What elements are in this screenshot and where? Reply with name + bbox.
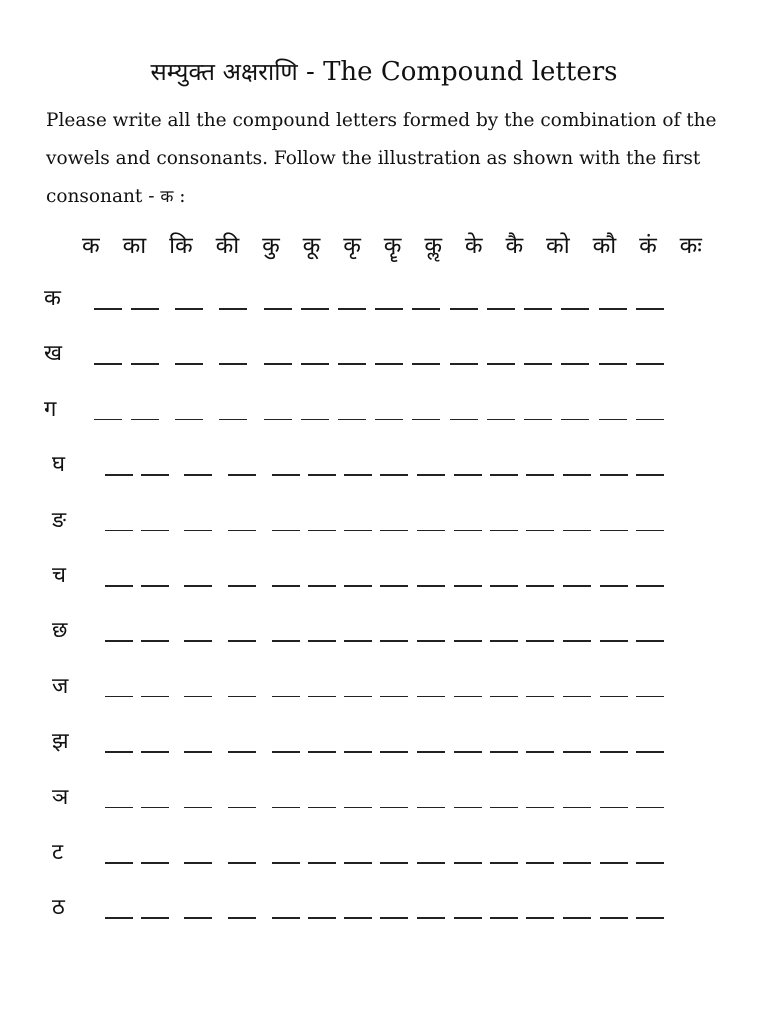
blank-line[interactable]: [490, 917, 518, 919]
blank-line[interactable]: [490, 640, 518, 642]
blank-line[interactable]: [454, 474, 482, 476]
blank-line[interactable]: [636, 363, 664, 365]
blank-line[interactable]: [600, 585, 628, 587]
blank-line[interactable]: [380, 530, 408, 532]
blank-line[interactable]: [375, 363, 403, 365]
blank-line[interactable]: [228, 807, 256, 809]
blank-line[interactable]: [344, 530, 372, 532]
blank-line[interactable]: [636, 474, 664, 476]
blank-line[interactable]: [490, 530, 518, 532]
blank-line[interactable]: [344, 696, 372, 698]
blank-line[interactable]: [272, 585, 300, 587]
example-letter: कं: [639, 233, 657, 259]
blank-line[interactable]: [524, 363, 552, 365]
blank-line[interactable]: [184, 530, 212, 532]
blank-line[interactable]: [636, 419, 664, 421]
blank-line[interactable]: [563, 917, 591, 919]
blank-line[interactable]: [175, 419, 203, 421]
blank-line[interactable]: [526, 640, 554, 642]
blank-line[interactable]: [264, 308, 292, 310]
example-letter: कि: [169, 233, 193, 259]
blank-line[interactable]: [412, 308, 440, 310]
blank-line[interactable]: [636, 807, 664, 809]
blank-line[interactable]: [417, 474, 445, 476]
blank-line[interactable]: [301, 363, 329, 365]
blank-line-group: [105, 807, 675, 809]
blank-line[interactable]: [380, 696, 408, 698]
blank-line[interactable]: [308, 530, 336, 532]
blank-line[interactable]: [636, 696, 664, 698]
blank-line[interactable]: [636, 640, 664, 642]
blank-line[interactable]: [526, 862, 554, 864]
blank-line[interactable]: [380, 585, 408, 587]
blank-line[interactable]: [105, 640, 133, 642]
blank-line[interactable]: [228, 585, 256, 587]
blank-line[interactable]: [308, 751, 336, 753]
blank-line[interactable]: [131, 363, 159, 365]
practice-row: [0, 446, 768, 486]
blank-line[interactable]: [141, 862, 169, 864]
blank-line[interactable]: [454, 862, 482, 864]
blank-line[interactable]: [219, 363, 247, 365]
practice-row: [0, 335, 768, 375]
blank-line[interactable]: [184, 807, 212, 809]
blank-line[interactable]: [380, 751, 408, 753]
example-letter: क: [82, 233, 100, 259]
blank-line[interactable]: [94, 363, 122, 365]
practice-row: [0, 612, 768, 652]
blank-line[interactable]: [264, 419, 292, 421]
practice-row: [0, 391, 768, 431]
blank-line[interactable]: [308, 640, 336, 642]
blank-line[interactable]: [454, 807, 482, 809]
example-letter: कौ: [592, 233, 617, 259]
blank-line[interactable]: [228, 640, 256, 642]
blank-line[interactable]: [344, 751, 372, 753]
blank-line[interactable]: [490, 862, 518, 864]
blank-line[interactable]: [636, 530, 664, 532]
consonant-label: च: [52, 563, 66, 588]
blank-line[interactable]: [184, 640, 212, 642]
blank-line[interactable]: [561, 308, 589, 310]
blank-line[interactable]: [561, 419, 589, 421]
practice-row: [0, 502, 768, 542]
blank-line[interactable]: [105, 530, 133, 532]
blank-line[interactable]: [454, 640, 482, 642]
blank-line[interactable]: [524, 419, 552, 421]
blank-line[interactable]: [272, 917, 300, 919]
consonant-label: ज: [52, 673, 69, 699]
blank-line[interactable]: [526, 530, 554, 532]
practice-row: [0, 834, 768, 874]
blank-line[interactable]: [599, 419, 627, 421]
blank-line[interactable]: [301, 419, 329, 421]
consonant-label: ख: [44, 341, 62, 367]
example-letter: कॢ: [424, 233, 443, 259]
blank-line[interactable]: [600, 751, 628, 753]
blank-line[interactable]: [264, 363, 292, 365]
blank-line[interactable]: [417, 807, 445, 809]
blank-line[interactable]: [599, 308, 627, 310]
blank-line[interactable]: [417, 751, 445, 753]
practice-row: [0, 723, 768, 763]
blank-line[interactable]: [338, 308, 366, 310]
blank-line[interactable]: [344, 474, 372, 476]
blank-line[interactable]: [105, 862, 133, 864]
blank-line[interactable]: [526, 807, 554, 809]
blank-line[interactable]: [636, 585, 664, 587]
consonant-label: ट: [52, 840, 64, 865]
blank-line[interactable]: [272, 862, 300, 864]
blank-line[interactable]: [450, 363, 478, 365]
blank-line[interactable]: [141, 807, 169, 809]
blank-line[interactable]: [526, 917, 554, 919]
blank-line[interactable]: [141, 585, 169, 587]
example-letter: कै: [505, 233, 524, 259]
blank-line-group: [105, 530, 675, 532]
blank-line[interactable]: [490, 696, 518, 698]
blank-line[interactable]: [563, 640, 591, 642]
blank-line[interactable]: [344, 862, 372, 864]
blank-line-group: [105, 917, 675, 919]
blank-line-group: [94, 419, 664, 421]
blank-line[interactable]: [636, 917, 664, 919]
blank-line[interactable]: [380, 862, 408, 864]
blank-line[interactable]: [141, 696, 169, 698]
practice-row: [0, 779, 768, 819]
blank-line[interactable]: [344, 585, 372, 587]
blank-line[interactable]: [184, 751, 212, 753]
blank-line[interactable]: [105, 917, 133, 919]
blank-line[interactable]: [412, 363, 440, 365]
blank-line[interactable]: [375, 419, 403, 421]
blank-line[interactable]: [344, 917, 372, 919]
blank-line[interactable]: [417, 862, 445, 864]
blank-line[interactable]: [487, 363, 515, 365]
blank-line[interactable]: [308, 696, 336, 698]
blank-line[interactable]: [454, 696, 482, 698]
blank-line[interactable]: [600, 862, 628, 864]
blank-line-group: [105, 862, 675, 864]
blank-line[interactable]: [526, 751, 554, 753]
consonant-label: क: [44, 286, 61, 311]
blank-line[interactable]: [301, 308, 329, 310]
blank-line[interactable]: [105, 751, 133, 753]
blank-line[interactable]: [228, 862, 256, 864]
blank-line[interactable]: [526, 585, 554, 587]
blank-line-group: [105, 585, 675, 587]
blank-line[interactable]: [490, 474, 518, 476]
title-english: - The Compound letters: [297, 57, 618, 87]
blank-line[interactable]: [563, 696, 591, 698]
page-title: [0, 55, 768, 88]
blank-line[interactable]: [184, 862, 212, 864]
blank-line[interactable]: [308, 862, 336, 864]
blank-line[interactable]: [600, 530, 628, 532]
example-letter: कॄ: [383, 233, 402, 259]
blank-line[interactable]: [526, 474, 554, 476]
blank-line[interactable]: [308, 917, 336, 919]
blank-line[interactable]: [219, 308, 247, 310]
blank-line[interactable]: [141, 530, 169, 532]
consonant-label: झ: [52, 729, 69, 755]
practice-row: [0, 889, 768, 929]
example-letter: के: [464, 233, 483, 259]
blank-line[interactable]: [94, 308, 122, 310]
blank-line[interactable]: [228, 474, 256, 476]
blank-line[interactable]: [105, 807, 133, 809]
blank-line[interactable]: [308, 474, 336, 476]
consonant-label: ठ: [52, 895, 65, 921]
blank-line[interactable]: [344, 807, 372, 809]
blank-line[interactable]: [94, 419, 122, 421]
blank-line[interactable]: [412, 419, 440, 421]
blank-line[interactable]: [490, 585, 518, 587]
blank-line[interactable]: [380, 640, 408, 642]
consonant-label: घ: [52, 452, 66, 478]
blank-line[interactable]: [417, 640, 445, 642]
blank-line[interactable]: [184, 585, 212, 587]
blank-line[interactable]: [228, 530, 256, 532]
practice-row: [0, 668, 768, 708]
blank-line[interactable]: [563, 862, 591, 864]
consonant-label: ग: [44, 396, 57, 422]
blank-line[interactable]: [338, 363, 366, 365]
example-letter: कू: [302, 233, 321, 259]
blank-line[interactable]: [600, 640, 628, 642]
instructions: [46, 102, 746, 216]
blank-line[interactable]: [490, 751, 518, 753]
blank-line-group: [94, 308, 664, 310]
blank-line[interactable]: [490, 807, 518, 809]
blank-line[interactable]: [563, 807, 591, 809]
blank-line[interactable]: [454, 917, 482, 919]
blank-line[interactable]: [450, 308, 478, 310]
blank-line[interactable]: [454, 530, 482, 532]
blank-line[interactable]: [308, 807, 336, 809]
blank-line[interactable]: [526, 696, 554, 698]
blank-line[interactable]: [375, 308, 403, 310]
blank-line[interactable]: [600, 474, 628, 476]
blank-line[interactable]: [561, 363, 589, 365]
blank-line[interactable]: [175, 308, 203, 310]
blank-line[interactable]: [487, 308, 515, 310]
blank-line[interactable]: [175, 363, 203, 365]
blank-line[interactable]: [636, 862, 664, 864]
blank-line[interactable]: [219, 419, 247, 421]
blank-line[interactable]: [272, 474, 300, 476]
blank-line[interactable]: [131, 308, 159, 310]
blank-line[interactable]: [600, 917, 628, 919]
example-row: [82, 224, 702, 264]
blank-line-group: [105, 696, 675, 698]
blank-line[interactable]: [380, 807, 408, 809]
blank-line[interactable]: [487, 419, 515, 421]
blank-line-group: [94, 363, 664, 365]
blank-line[interactable]: [272, 807, 300, 809]
blank-line[interactable]: [524, 308, 552, 310]
blank-line[interactable]: [600, 807, 628, 809]
blank-line[interactable]: [184, 474, 212, 476]
consonant-label: ङ: [52, 507, 67, 533]
example-letter: का: [122, 233, 147, 259]
blank-line[interactable]: [454, 585, 482, 587]
blank-line[interactable]: [272, 640, 300, 642]
blank-line[interactable]: [105, 696, 133, 698]
blank-line[interactable]: [272, 696, 300, 698]
blank-line[interactable]: [599, 363, 627, 365]
instructions-text: Please write all the compound letters formed by the combination of the vowels and consonants. Follow the illustration as shown with the first consonant -: [46, 110, 717, 207]
blank-line[interactable]: [563, 530, 591, 532]
example-letter: कृ: [343, 233, 361, 259]
blank-line[interactable]: [338, 419, 366, 421]
blank-line[interactable]: [450, 419, 478, 421]
blank-line[interactable]: [141, 640, 169, 642]
blank-line[interactable]: [563, 585, 591, 587]
blank-line[interactable]: [141, 917, 169, 919]
blank-line[interactable]: [272, 530, 300, 532]
blank-line[interactable]: [184, 917, 212, 919]
blank-line[interactable]: [380, 917, 408, 919]
blank-line[interactable]: [131, 419, 159, 421]
blank-line[interactable]: [417, 585, 445, 587]
blank-line[interactable]: [272, 751, 300, 753]
practice-row: [0, 557, 768, 597]
consonant-label: छ: [52, 618, 68, 644]
blank-line[interactable]: [228, 917, 256, 919]
blank-line[interactable]: [636, 751, 664, 753]
example-letter: कः: [679, 233, 702, 259]
blank-line[interactable]: [308, 585, 336, 587]
blank-line[interactable]: [563, 751, 591, 753]
blank-line[interactable]: [184, 696, 212, 698]
blank-line[interactable]: [344, 640, 372, 642]
blank-line[interactable]: [417, 696, 445, 698]
consonant-label: ञ: [52, 784, 69, 810]
blank-line-group: [105, 640, 675, 642]
instructions-consonant: क: [160, 187, 174, 207]
blank-line[interactable]: [141, 751, 169, 753]
blank-line[interactable]: [105, 585, 133, 587]
practice-row: [0, 280, 768, 320]
example-letter: कु: [262, 233, 280, 259]
blank-line[interactable]: [636, 308, 664, 310]
blank-line[interactable]: [600, 696, 628, 698]
blank-line[interactable]: [228, 751, 256, 753]
blank-line[interactable]: [228, 696, 256, 698]
blank-line-group: [105, 474, 675, 476]
blank-line[interactable]: [563, 474, 591, 476]
example-letter: को: [546, 233, 570, 259]
blank-line[interactable]: [417, 917, 445, 919]
example-letter: की: [215, 233, 240, 259]
blank-line-group: [105, 751, 675, 753]
blank-line[interactable]: [105, 474, 133, 476]
blank-line[interactable]: [454, 751, 482, 753]
title-hindi: सम्युक्त अक्षराणि: [150, 58, 298, 86]
instructions-suffix: :: [173, 186, 186, 207]
blank-line[interactable]: [380, 474, 408, 476]
blank-line[interactable]: [141, 474, 169, 476]
blank-line[interactable]: [417, 530, 445, 532]
